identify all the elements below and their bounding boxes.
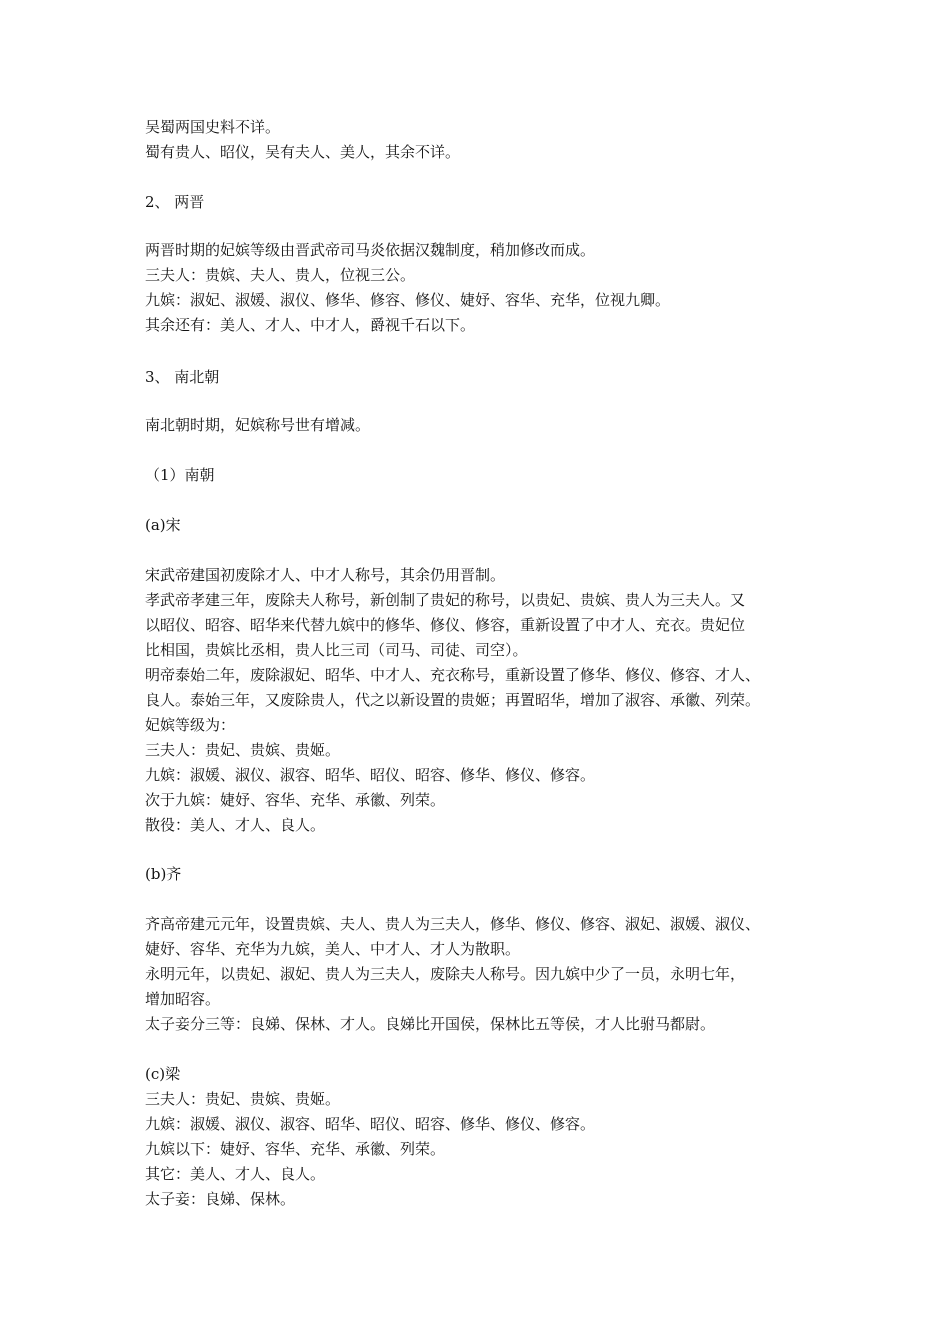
text-line: 其它：美人、才人、良人。 [145, 1165, 326, 1183]
subsection-heading: （1）南朝 [145, 466, 215, 484]
section-heading: 3、 南北朝 [145, 368, 220, 386]
subsection-heading: (a)宋 [145, 516, 181, 534]
text-line: 南北朝时期，妃嫔称号世有增减。 [145, 416, 371, 434]
text-line: 比相国，贵嫔比丞相，贵人比三司（司马、司徒、司空）。 [145, 641, 528, 659]
text-line: 太子妾：良娣、保林。 [145, 1190, 296, 1208]
text-line: 明帝泰始二年，废除淑妃、昭华、中才人、充衣称号，重新设置了修华、修仪、修容、才人、 [145, 666, 761, 684]
text-line: 九嫔以下：婕妤、容华、充华、承徽、列荣。 [145, 1140, 446, 1158]
text-line: 婕妤、容华、充华为九嫔，美人、中才人、才人为散职。 [145, 940, 521, 958]
text-line: 其余还有：美人、才人、中才人，爵视千石以下。 [145, 316, 476, 334]
text-line: 永明元年，以贵妃、淑妃、贵人为三夫人，废除夫人称号。因九嫔中少了一员，永明七年， [145, 965, 746, 983]
text-line: 散役：美人、才人、良人。 [145, 816, 326, 834]
text-line: 妃嫔等级为： [145, 716, 236, 734]
text-line: 九嫔：淑妃、淑媛、淑仪、修华、修容、修仪、婕妤、容华、充华，位视九卿。 [145, 291, 671, 309]
subsection-heading: (b)齐 [145, 865, 182, 883]
text-line: 以昭仪、昭容、昭华来代替九嫔中的修华、修仪、修容，重新设置了中才人、充衣。贵妃位 [145, 616, 746, 634]
text-line: 三夫人：贵嫔、夫人、贵人，位视三公。 [145, 266, 416, 284]
text-line: 孝武帝孝建三年，废除夫人称号，新创制了贵妃的称号，以贵妃、贵嫔、贵人为三夫人。又 [145, 591, 746, 609]
text-line: 宋武帝建国初废除才人、中才人称号，其余仍用晋制。 [145, 566, 506, 584]
text-line: 九嫔：淑媛、淑仪、淑容、昭华、昭仪、昭容、修华、修仪、修容。 [145, 766, 596, 784]
text-line: 次于九嫔：婕妤、容华、充华、承徽、列荣。 [145, 791, 446, 809]
subsection-heading: (c)梁 [145, 1065, 181, 1083]
text-line: 两晋时期的妃嫔等级由晋武帝司马炎依据汉魏制度，稍加修改而成。 [145, 241, 596, 259]
text-line: 太子妾分三等：良娣、保林、才人。良娣比开国侯，保林比五等侯，才人比驸马都尉。 [145, 1015, 716, 1033]
text-line: 三夫人：贵妃、贵嫔、贵姬。 [145, 1090, 341, 1108]
section-heading: 2、 两晋 [145, 193, 205, 211]
text-line: 蜀有贵人、昭仪，吴有夫人、美人，其余不详。 [145, 143, 461, 161]
text-line: 三夫人：贵妃、贵嫔、贵姬。 [145, 741, 341, 759]
text-line: 吴蜀两国史料不详。 [145, 118, 281, 136]
text-line: 良人。泰始三年，又废除贵人，代之以新设置的贵姬；再置昭华，增加了淑容、承徽、列荣。 [145, 691, 761, 709]
text-line: 齐高帝建元元年，设置贵嫔、夫人、贵人为三夫人，修华、修仪、修容、淑妃、淑媛、淑仪、 [145, 915, 761, 933]
text-line: 九嫔：淑媛、淑仪、淑容、昭华、昭仪、昭容、修华、修仪、修容。 [145, 1115, 596, 1133]
text-line: 增加昭容。 [145, 990, 221, 1008]
